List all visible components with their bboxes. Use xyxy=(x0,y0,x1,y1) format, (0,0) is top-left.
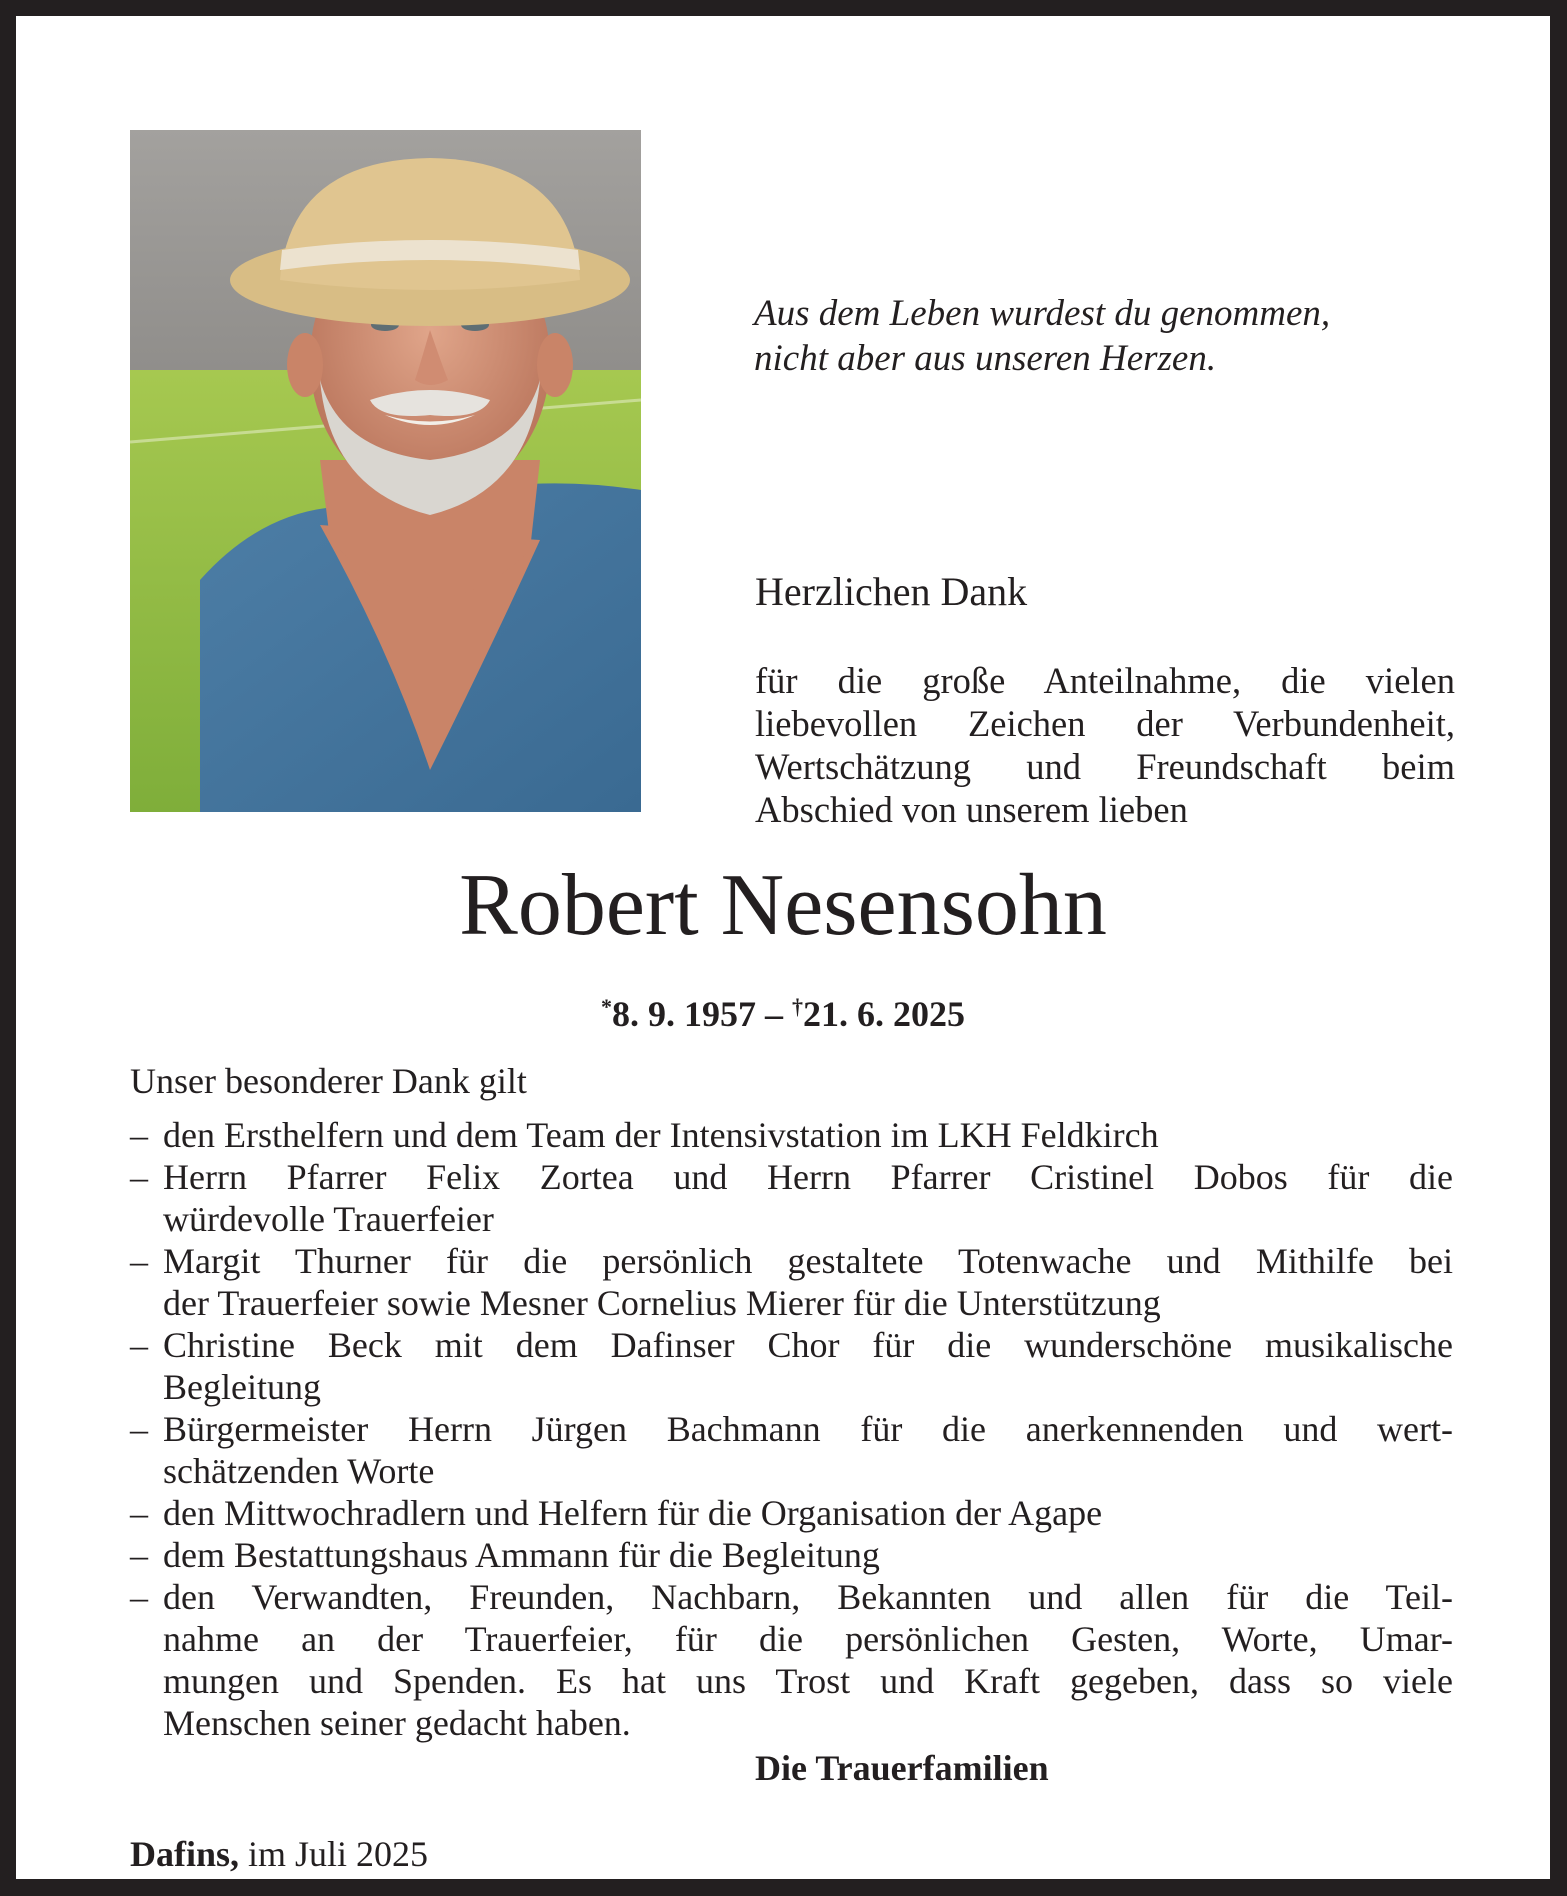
place-date: im Juli 2025 xyxy=(239,1834,429,1874)
list-item-line: Herrn Pfarrer Felix Zortea und Herrn Pfarrer Cristinel Dobos für die xyxy=(163,1157,1453,1197)
dash-bullet-icon: – xyxy=(130,1241,148,1281)
portrait-illustration xyxy=(130,130,641,812)
list-item-line: schätzenden Worte xyxy=(163,1451,435,1491)
list-item-line: Bürgermeister Herrn Jürgen Bachmann für die anerkennenden und wert- xyxy=(163,1409,1453,1449)
death-cross-icon: † xyxy=(792,994,803,1019)
list-item-line: den Ersthelfern und dem Team der Intensivstation im LKH Feldkirch xyxy=(163,1115,1159,1155)
list-item xyxy=(130,1240,1453,1324)
list-item-line: Christine Beck mit dem Dafinser Chor für die wunderschöne musikalische xyxy=(163,1325,1453,1365)
thanks-heading: Herzlichen Dank xyxy=(755,569,1028,614)
list-item xyxy=(130,1576,1453,1744)
list-item xyxy=(130,1324,1453,1408)
special-thanks-list xyxy=(130,1114,1453,1744)
list-item xyxy=(130,1492,1453,1534)
list-item-line: der Trauerfeier sowie Mesner Cornelius Mierer für die Unterstützung xyxy=(163,1283,1161,1323)
thanks-line: Abschied von unserem lieben xyxy=(755,789,1188,830)
thanks-line: Wertschätzung und Freundschaft beim xyxy=(755,746,1455,787)
dash-bullet-icon: – xyxy=(130,1493,148,1533)
memorial-quote xyxy=(754,291,1330,381)
thanks-line: für die große Anteilnahme, die vielen xyxy=(755,660,1455,701)
portrait-photo xyxy=(130,130,641,812)
list-item-line: mungen und Spenden. Es hat uns Trost und Kraft gegeben, dass so viele xyxy=(163,1661,1453,1701)
place-town: Dafins, xyxy=(130,1834,240,1874)
dash-bullet-icon: – xyxy=(130,1157,148,1197)
birth-star-icon: * xyxy=(601,994,612,1019)
list-item-line: Begleitung xyxy=(163,1367,321,1407)
dash-bullet-icon: – xyxy=(130,1535,148,1575)
dash-bullet-icon: – xyxy=(130,1577,148,1617)
list-item-line: dem Bestattungshaus Ammann für die Begleitung xyxy=(163,1535,880,1575)
list-item-line: Margit Thurner für die persönlich gestaltete Totenwache und Mithilfe bei xyxy=(163,1241,1453,1281)
list-item-line: würdevolle Trauerfeier xyxy=(163,1199,494,1239)
list-item-line: Menschen seiner gedacht haben. xyxy=(163,1703,631,1743)
list-item xyxy=(130,1534,1453,1576)
list-item xyxy=(130,1156,1453,1240)
birth-date: 8. 9. 1957 xyxy=(612,994,756,1034)
date-separator: – xyxy=(756,994,792,1034)
quote-line: nicht aber aus unseren Herzen. xyxy=(754,338,1217,379)
obituary-sheet xyxy=(16,16,1550,1879)
thanks-line: liebevollen Zeichen der Verbundenheit, xyxy=(755,703,1455,744)
dash-bullet-icon: – xyxy=(130,1115,148,1155)
list-item xyxy=(130,1408,1453,1492)
list-item xyxy=(130,1114,1453,1156)
list-item-line: den Mittwochradlern und Helfern für die Organisation der Agape xyxy=(163,1493,1103,1533)
dash-bullet-icon: – xyxy=(130,1325,148,1365)
life-dates xyxy=(16,985,1550,1036)
thanks-paragraph xyxy=(755,659,1455,831)
place-and-date xyxy=(130,1832,428,1876)
list-item-line: den Verwandten, Freunden, Nachbarn, Bekannten und allen für die Teil- xyxy=(163,1577,1453,1617)
deceased-name: Robert Nesensohn xyxy=(459,857,1107,954)
quote-line: Aus dem Leben wurdest du genommen, xyxy=(754,293,1331,334)
list-item-line: nahme an der Trauerfeier, für die persönlichen Gesten, Worte, Umar- xyxy=(163,1619,1453,1659)
signature: Die Trauerfamilien xyxy=(755,1748,1049,1788)
special-thanks-intro: Unser besonderer Dank gilt xyxy=(130,1061,527,1101)
dash-bullet-icon: – xyxy=(130,1409,148,1449)
death-date: 21. 6. 2025 xyxy=(803,994,965,1034)
